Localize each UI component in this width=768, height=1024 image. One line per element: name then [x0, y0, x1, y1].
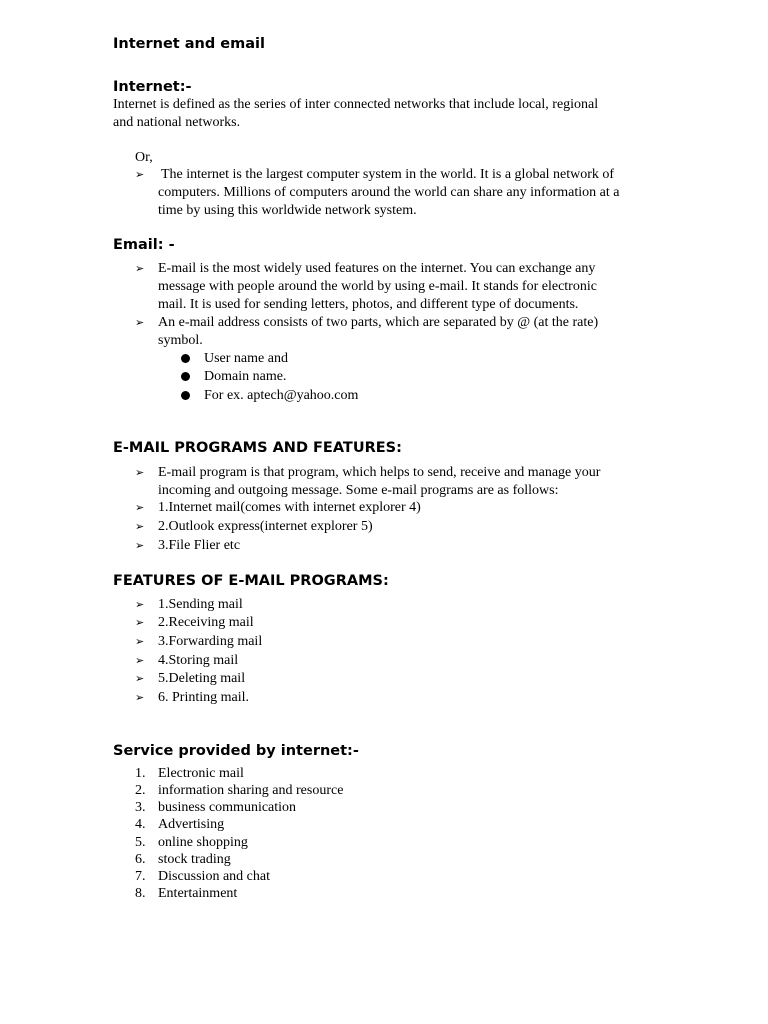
arrow-bullet-icon: ➢ — [135, 598, 145, 611]
features-item-text: 4.Storing mail — [158, 653, 239, 668]
email-item-2-line-2: symbol. — [158, 333, 203, 348]
internet-bullet-line-2: computers. Millions of computers around the world can share any information at a — [158, 185, 620, 200]
services-item-number: 5. — [135, 835, 146, 850]
or-label: Or, — [135, 150, 153, 165]
services-item-number: 7. — [135, 869, 146, 884]
round-bullet-icon — [181, 354, 190, 363]
services-heading: Service provided by internet:- — [113, 743, 359, 759]
email-item-1-line-1: E-mail is the most widely used features on the internet. You can exchange any — [158, 261, 596, 276]
services-item-number: 8. — [135, 886, 146, 901]
features-item-text: 5.Deleting mail — [158, 671, 246, 686]
features-item-text: 3.Forwarding mail — [158, 634, 263, 649]
email-heading: Email: - — [113, 237, 175, 253]
arrow-bullet-icon: ➢ — [135, 672, 145, 685]
round-bullet-icon — [181, 391, 190, 400]
services-item-number: 4. — [135, 817, 146, 832]
arrow-bullet-icon: ➢ — [135, 316, 145, 329]
arrow-bullet-icon: ➢ — [135, 654, 145, 667]
programs-intro-line-2: incoming and outgoing message. Some e-mail programs are as follows: — [158, 483, 559, 498]
address-part-text: For ex. aptech@yahoo.com — [204, 388, 359, 403]
arrow-bullet-icon: ➢ — [135, 691, 145, 704]
arrow-bullet-icon: ➢ — [135, 262, 145, 275]
internet-bullet-line-1: The internet is the largest computer system in the world. It is a global network of — [161, 167, 615, 182]
services-item-text: business communication — [158, 800, 297, 815]
email-item-1-line-2: message with people around the world by using e-mail. It stands for electronic — [158, 279, 597, 294]
page-title: Internet and email — [113, 36, 265, 52]
services-item-text: online shopping — [158, 835, 248, 850]
arrow-bullet-icon: ➢ — [135, 520, 145, 533]
email-item-1-line-3: mail. It is used for sending letters, photos, and different type of documents. — [158, 297, 579, 312]
address-part-text: Domain name. — [204, 369, 287, 384]
features-item-text: 1.Sending mail — [158, 597, 243, 612]
programs-item-text: 2.Outlook express(internet explorer 5) — [158, 519, 373, 534]
programs-intro-line-1: E-mail program is that program, which helps to send, receive and manage your — [158, 465, 601, 480]
services-item-number: 3. — [135, 800, 146, 815]
programs-heading: E-MAIL PROGRAMS AND FEATURES: — [113, 440, 402, 456]
arrow-bullet-icon: ➢ — [135, 466, 145, 479]
address-part-text: User name and — [204, 351, 288, 366]
features-item-text: 2.Receiving mail — [158, 615, 254, 630]
services-item-text: Electronic mail — [158, 766, 244, 781]
arrow-bullet-icon: ➢ — [135, 168, 145, 181]
internet-bullet-line-3: time by using this worldwide network system. — [158, 203, 417, 218]
services-item-text: Discussion and chat — [158, 869, 270, 884]
services-item-text: Entertainment — [158, 886, 238, 901]
internet-definition-line-2: and national networks. — [113, 115, 241, 130]
arrow-bullet-icon: ➢ — [135, 616, 145, 629]
internet-definition-line-1: Internet is defined as the series of inter connected networks that include local, regional — [113, 97, 599, 112]
email-item-2-line-1: An e-mail address consists of two parts, which are separated by @ (at the rate) — [158, 315, 599, 330]
services-item-number: 6. — [135, 852, 146, 867]
features-item-text: 6. Printing mail. — [158, 690, 249, 705]
round-bullet-icon — [181, 372, 190, 381]
programs-item-text: 3.File Flier etc — [158, 538, 241, 553]
services-item-number: 1. — [135, 766, 146, 781]
services-item-number: 2. — [135, 783, 146, 798]
services-item-text: Advertising — [158, 817, 225, 832]
programs-item-text: 1.Internet mail(comes with internet explorer 4) — [158, 500, 421, 515]
arrow-bullet-icon: ➢ — [135, 501, 145, 514]
internet-heading: Internet:- — [113, 79, 192, 95]
features-heading: FEATURES OF E-MAIL PROGRAMS: — [113, 573, 389, 589]
services-item-text: information sharing and resource — [158, 783, 344, 798]
services-item-text: stock trading — [158, 852, 231, 867]
arrow-bullet-icon: ➢ — [135, 539, 145, 552]
arrow-bullet-icon: ➢ — [135, 635, 145, 648]
